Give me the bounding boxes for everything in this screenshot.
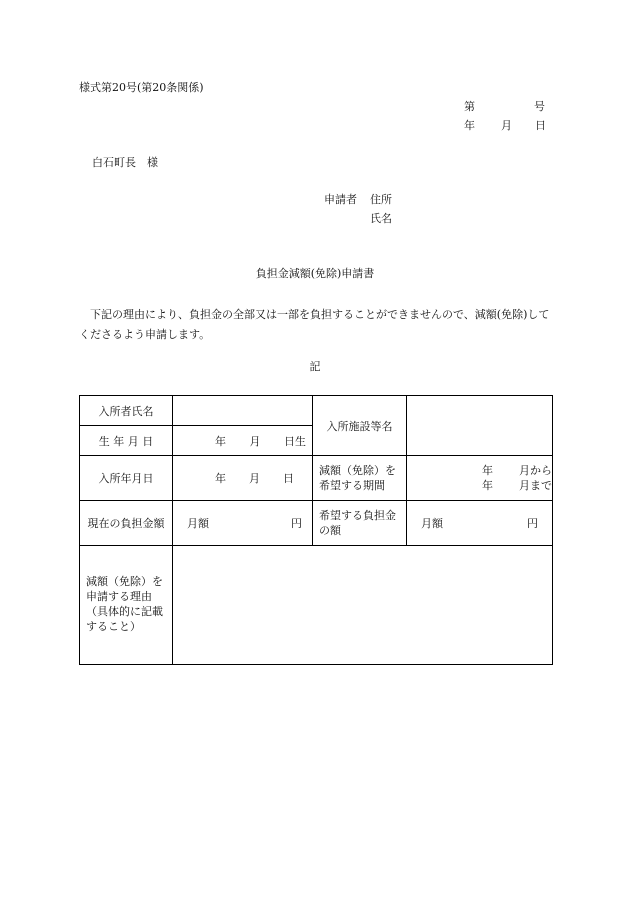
current-amount-field[interactable] [173, 501, 313, 546]
admission-date-field[interactable] [173, 456, 313, 501]
birthdate-month-unit: 月 [249, 434, 261, 448]
desired-amount-label-line-2: の額 [319, 524, 341, 537]
date-day-label: 日 [535, 119, 546, 132]
body-text: 下記の理由により、負担金の全部又は一部を負担することができませんので、減額(免除)してくださるよう申請します。 [79, 308, 550, 341]
date-month-label: 月 [501, 119, 512, 132]
reason-label-line-2: 申請する理由 [86, 590, 152, 603]
document-number-suffix: 号 [534, 100, 545, 113]
admission-month-unit: 月 [249, 472, 260, 485]
desired-period-label-line-2: 希望する期間 [319, 479, 385, 492]
desired-amount-label [313, 501, 407, 546]
desired-period-label-line-1: 減額（免除）を [319, 464, 396, 477]
birthdate-field[interactable] [173, 426, 313, 456]
period-from-month-unit: 月から [519, 464, 552, 477]
application-form-table [79, 395, 553, 665]
resident-name-label: 入所者氏名 [80, 396, 173, 426]
addressee: 白石町長 様 [92, 156, 158, 169]
period-to-row [407, 478, 552, 493]
address-label: 住所 [370, 193, 392, 206]
document-title: 負担金減額(免除)申請書 [255, 267, 375, 280]
birthdate-label: 生 年 月 日 [80, 426, 173, 456]
admission-year-unit: 年 [215, 472, 226, 485]
desired-amount-label-line-1: 希望する負担金 [319, 509, 396, 522]
desired-period-field[interactable] [407, 456, 553, 501]
birthdate-year-unit: 年 [215, 434, 226, 448]
form-number: 様式第20号(第20条関係) [79, 81, 204, 94]
name-label: 氏名 [370, 212, 392, 225]
current-amount-label: 現在の負担金額 [80, 501, 173, 546]
period-from-year-unit: 年 [482, 464, 493, 477]
desired-yen-unit: 円 [527, 517, 538, 530]
facility-label: 入所施設等名 [313, 396, 407, 456]
desired-monthly-label: 月額 [421, 517, 443, 530]
reason-label-line-1: 減額（免除）を [86, 575, 163, 588]
ki-heading: 記 [309, 360, 321, 373]
current-yen-unit: 円 [291, 517, 302, 530]
reason-field[interactable] [173, 546, 553, 665]
reason-label [80, 546, 173, 665]
period-to-year-unit: 年 [482, 479, 493, 492]
admission-day-unit: 日 [283, 472, 294, 485]
period-from-row [407, 463, 552, 478]
desired-period-label [313, 456, 407, 501]
desired-amount-field[interactable] [407, 501, 553, 546]
admission-date-label: 入所年月日 [80, 456, 173, 501]
facility-field[interactable] [407, 396, 553, 456]
resident-name-field[interactable] [173, 396, 313, 426]
period-to-month-unit: 月まで [519, 479, 552, 492]
reason-label-line-4: すること） [86, 620, 141, 633]
current-monthly-label: 月額 [187, 517, 209, 530]
document-number-prefix: 第 [464, 100, 475, 113]
date-year-label: 年 [464, 119, 475, 132]
birthdate-day-unit: 日生 [284, 434, 306, 448]
reason-label-line-3: （具体的に記載 [86, 605, 163, 618]
applicant-label: 申請者 [324, 193, 357, 206]
